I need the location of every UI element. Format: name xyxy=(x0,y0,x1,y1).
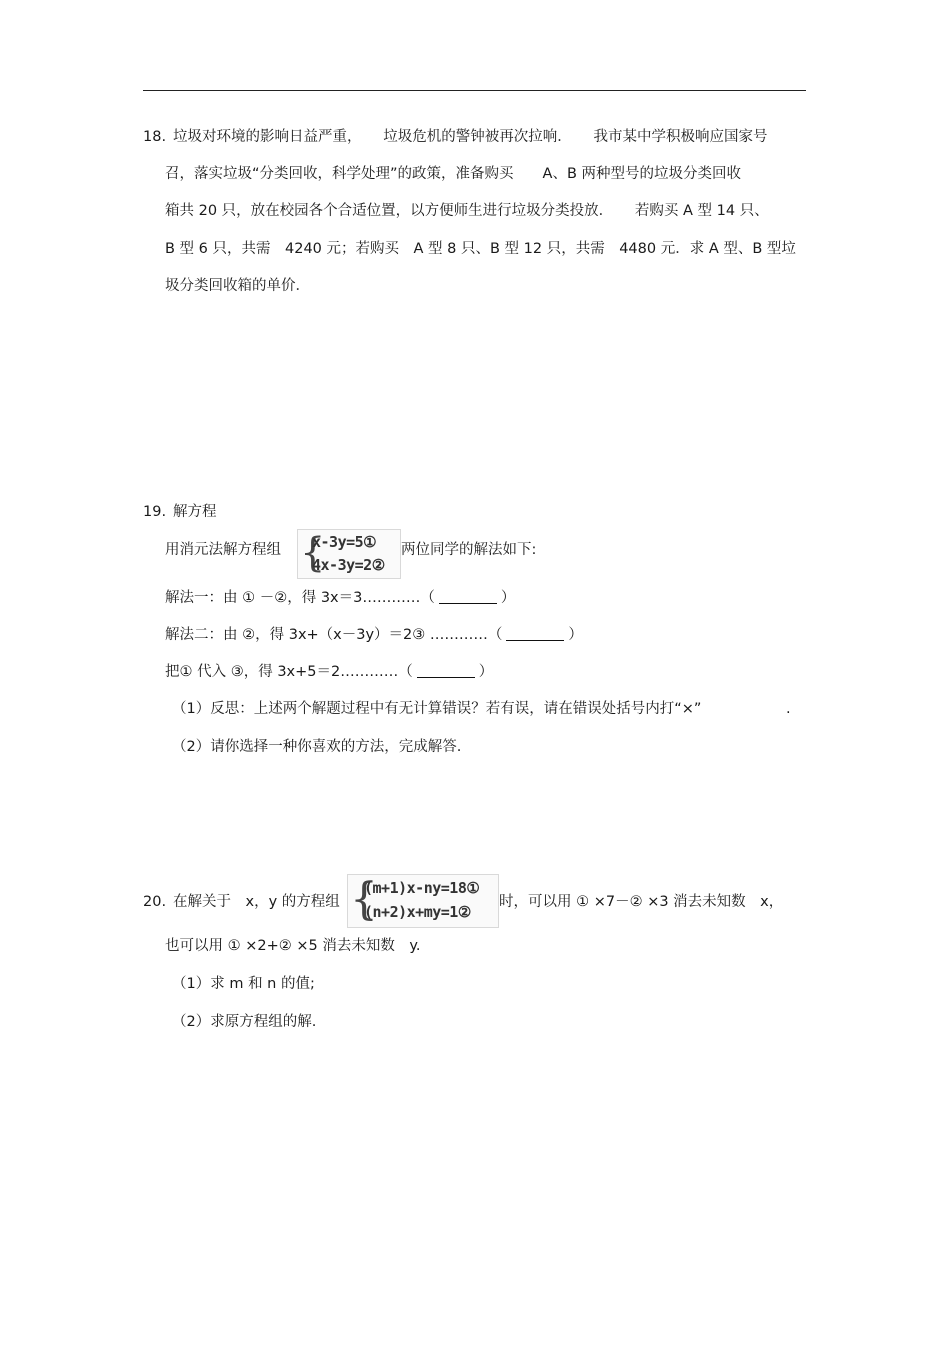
q18-line-1: 18. 垃圾对环境的影响日益严重， 垃圾危机的警钟被再次拉响． 我市某中学积极响应国家号 xyxy=(143,129,768,145)
answer-blank-1[interactable] xyxy=(439,589,497,604)
q20-part-2: （2）求原方程组的解. xyxy=(172,1014,317,1030)
q19-equation-2: 4x-3y=2② xyxy=(312,556,385,574)
q18-line-2: 召，落实垃圾“分类回收，科学处理”的政策，准备购买 A、B 两种型号的垃圾分类回收 xyxy=(165,166,741,182)
q18-number: 18. xyxy=(143,129,167,145)
q20-line-2: 也可以用 ① ×2+② ×5 消去未知数 y. xyxy=(165,938,421,954)
q19-intro-before: 用消元法解方程组 xyxy=(165,542,281,558)
q19-number: 19. xyxy=(143,504,167,520)
q20-equation-system xyxy=(347,874,499,928)
q20-number: 20. xyxy=(143,894,167,910)
q19-part-1: （1）反思：上述两个解题过程中有无计算错误？若有误，请在错误处括号内打“×” xyxy=(172,701,702,717)
q20-line-1-before: 20. 在解关于 x，y 的方程组 xyxy=(143,894,340,910)
q20-equation-2: (n+2)x+my=1② xyxy=(364,903,471,921)
q18-line-3: 箱共 20 只，放在校园各个合适位置，以方便师生进行垃圾分类投放． 若购买 A 型 14 只、 xyxy=(165,203,769,219)
header-rule xyxy=(143,90,806,91)
q19-equation-system xyxy=(297,529,401,579)
q18-line-4: B 型 6 只，共需 4240 元；若购买 A 型 8 只、B 型 12 只，共需 4480 元．求 A 型、B 型垃 xyxy=(165,241,796,257)
answer-blank-3[interactable] xyxy=(417,663,475,678)
q19-title-line xyxy=(143,502,217,522)
q18-line-5: 圾分类回收箱的单价． xyxy=(165,278,310,294)
q19-method-1: 解法一：由 ① －②，得 3x＝3…………（ ） xyxy=(165,590,516,606)
q19-method-3: 把① 代入 ③，得 3x+5＝2…………（ ） xyxy=(165,664,494,680)
q20-equation-1: (m+1)x-ny=18① xyxy=(364,879,480,897)
q19-intro-after: 两位同学的解法如下: xyxy=(401,542,537,558)
q19-title: 解方程 xyxy=(173,504,217,520)
q20-line-1-after: 时，可以用 ① ×7－② ×3 消去未知数 x， xyxy=(499,894,784,910)
q19-part-2: （2）请你选择一种你喜欢的方法，完成解答. xyxy=(172,739,462,755)
brace-symbol: { xyxy=(350,874,378,925)
q19-part-1-period: . xyxy=(786,701,791,717)
q19-equation-1: x-3y=5① xyxy=(312,533,377,551)
answer-blank-2[interactable] xyxy=(506,626,564,641)
q20-part-1: （1）求 m 和 n 的值; xyxy=(172,976,315,992)
q19-method-2: 解法二：由 ②，得 3x+（x－3y）＝2③ …………（ ） xyxy=(165,627,583,643)
brace-symbol: { xyxy=(300,530,326,576)
